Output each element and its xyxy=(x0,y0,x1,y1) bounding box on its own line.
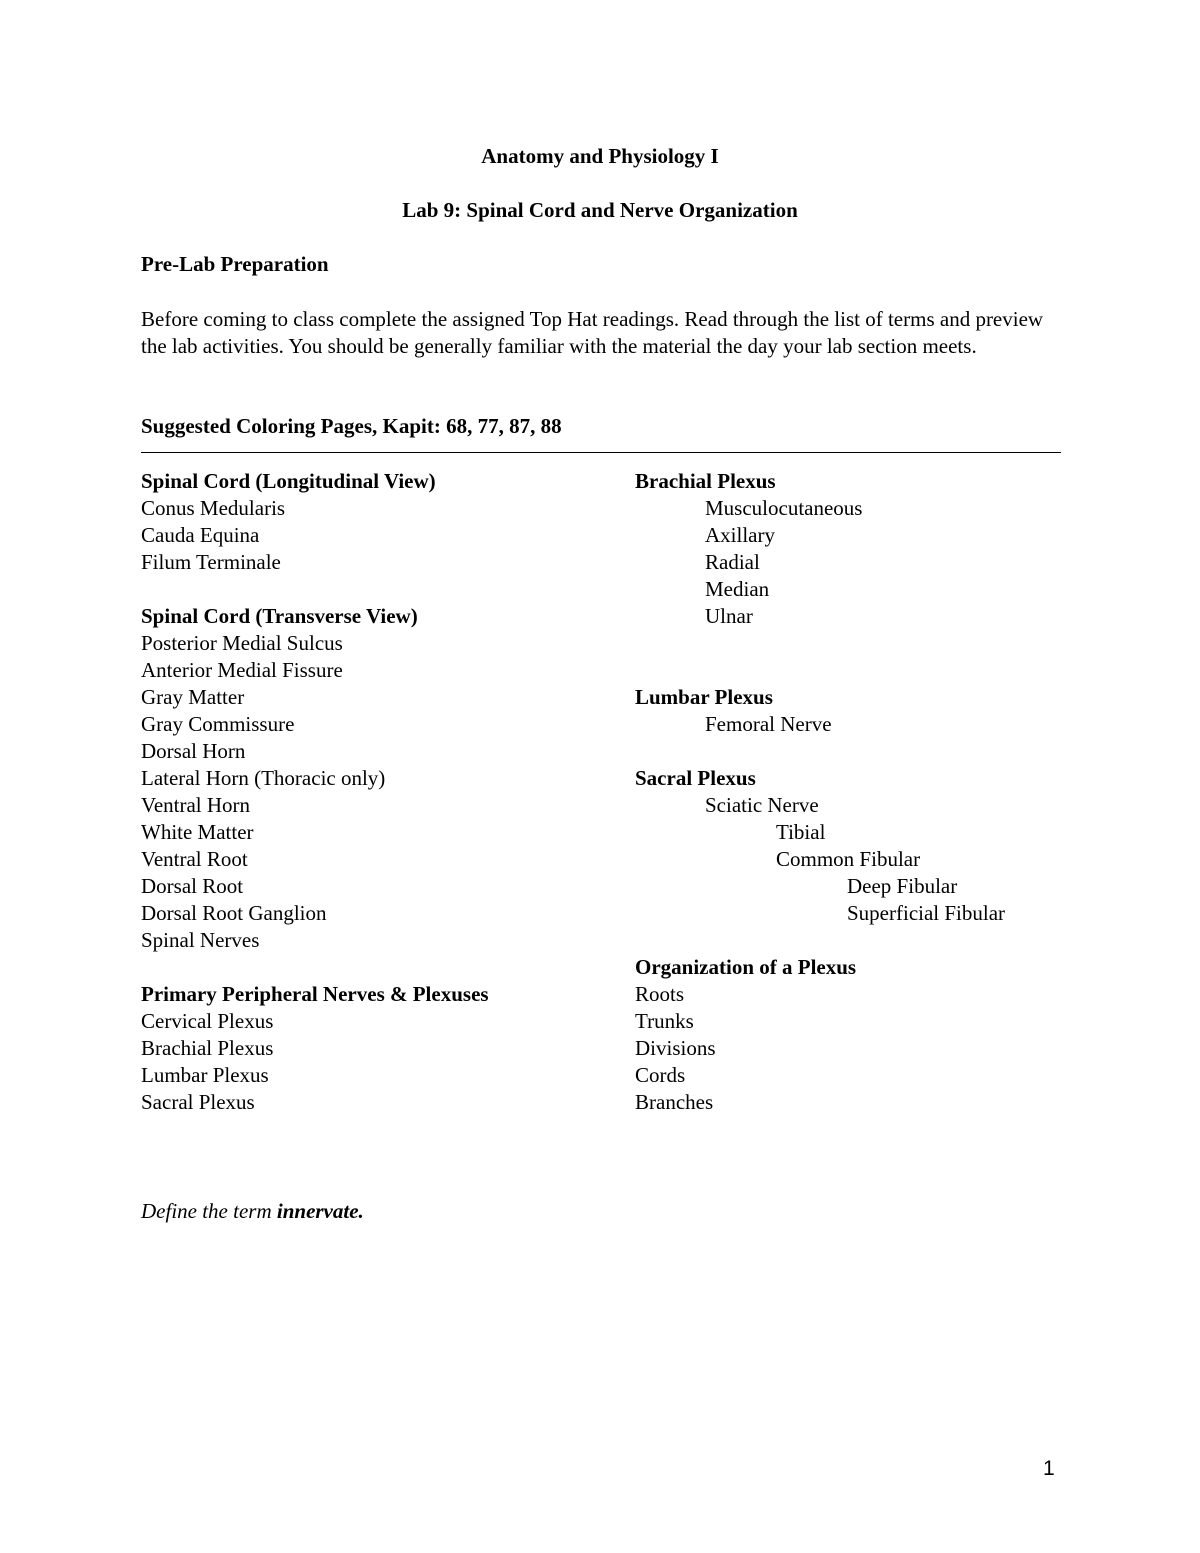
blank-line xyxy=(635,738,1005,765)
term-item: Lumbar Plexus xyxy=(141,1063,269,1087)
term-item: Axillary xyxy=(705,523,775,547)
term-item: Filum Terminale xyxy=(141,550,281,574)
brachial-heading: Brachial Plexus xyxy=(635,469,776,493)
term-item: White Matter xyxy=(141,820,254,844)
term-item: Lateral Horn (Thoracic only) xyxy=(141,766,386,790)
term-item: Ulnar xyxy=(705,604,753,628)
term-item: Posterior Medial Sulcus xyxy=(141,631,343,655)
longitudinal-heading: Spinal Cord (Longitudinal View) xyxy=(141,469,436,493)
peripheral-heading: Primary Peripheral Nerves & Plexuses xyxy=(141,982,489,1006)
term-item: Cords xyxy=(635,1063,686,1087)
left-column xyxy=(141,468,489,1116)
blank-line xyxy=(635,657,1005,684)
right-column xyxy=(635,468,1005,1116)
term-item: Gray Commissure xyxy=(141,712,295,736)
term-item: Dorsal Root xyxy=(141,874,244,898)
term-item: Sacral Plexus xyxy=(141,1090,255,1114)
blank-line xyxy=(141,576,489,603)
term-item: Femoral Nerve xyxy=(705,712,832,736)
blank-line xyxy=(635,927,1005,954)
term-item: Anterior Medial Fissure xyxy=(141,658,343,682)
term-item: Cauda Equina xyxy=(141,523,260,547)
lumbar-heading: Lumbar Plexus xyxy=(635,685,773,709)
term-item: Roots xyxy=(635,982,685,1006)
term-item: Radial xyxy=(705,550,760,574)
term-item: Branches xyxy=(635,1090,714,1114)
define-suffix: . xyxy=(358,1199,364,1223)
term-item: Spinal Nerves xyxy=(141,928,260,952)
sacral-heading: Sacral Plexus xyxy=(635,766,756,790)
blank-line xyxy=(635,630,1005,657)
prelab-heading: Pre-Lab Preparation xyxy=(141,252,329,276)
blank-line xyxy=(141,954,489,981)
page-number: 1 xyxy=(1043,1457,1055,1480)
define-prompt xyxy=(141,1198,364,1225)
term-item: Gray Matter xyxy=(141,685,245,709)
term-item: Divisions xyxy=(635,1036,716,1060)
define-term: innervate xyxy=(276,1199,359,1223)
term-item: Superficial Fibular xyxy=(847,901,1006,925)
transverse-heading: Spinal Cord (Transverse View) xyxy=(141,604,418,628)
term-item: Conus Medularis xyxy=(141,496,286,520)
prelab-paragraph: Before coming to class complete the assigned Top Hat readings. Read through the list of terms and preview the lab activities. You should be generally familiar with the material the day your lab section meets. xyxy=(141,307,1044,358)
term-item: Cervical Plexus xyxy=(141,1009,274,1033)
term-item: Common Fibular xyxy=(776,847,921,871)
horizontal-rule xyxy=(141,452,1061,453)
term-item: Musculocutaneous xyxy=(705,496,863,520)
organization-heading: Organization of a Plexus xyxy=(635,955,857,979)
course-title: Anatomy and Physiology I xyxy=(481,144,719,168)
term-item: Dorsal Horn xyxy=(141,739,246,763)
coloring-pages-heading: Suggested Coloring Pages, Kapit: 68, 77, 87, 88 xyxy=(141,414,562,438)
term-item: Dorsal Root Ganglion xyxy=(141,901,327,925)
term-item: Brachial Plexus xyxy=(141,1036,274,1060)
term-item: Trunks xyxy=(635,1009,694,1033)
term-item: Sciatic Nerve xyxy=(705,793,819,817)
term-item: Ventral Root xyxy=(141,847,248,871)
define-prefix: Define the term xyxy=(141,1199,277,1223)
term-item: Median xyxy=(705,577,770,601)
lab-title: Lab 9: Spinal Cord and Nerve Organization xyxy=(402,198,798,222)
term-item: Tibial xyxy=(776,820,826,844)
term-item: Ventral Horn xyxy=(141,793,251,817)
term-item: Deep Fibular xyxy=(847,874,958,898)
